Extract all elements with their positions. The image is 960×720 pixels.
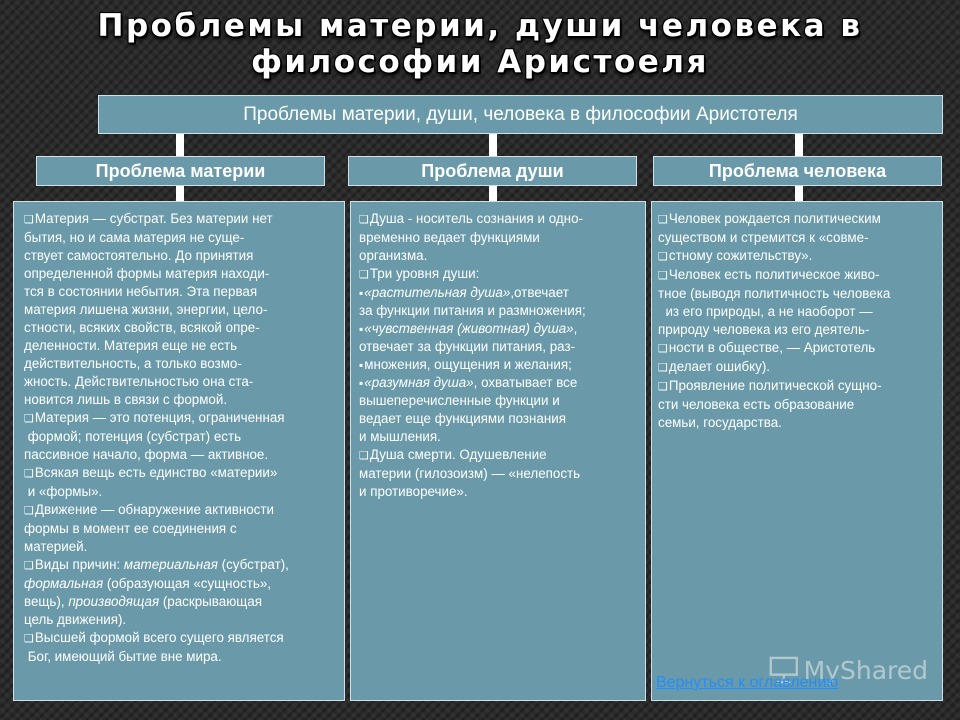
matter-line: новится лишь в связи с формой. bbox=[24, 392, 228, 407]
human-line: природу человека из его деятель- bbox=[658, 322, 870, 337]
matter-line: формы в момент ее соединения с bbox=[24, 521, 237, 536]
header-matter bbox=[36, 156, 325, 186]
connector-human-to-content bbox=[795, 186, 803, 201]
content-human bbox=[651, 201, 943, 701]
slide-title bbox=[0, 8, 960, 80]
connector-main-to-matter bbox=[176, 134, 184, 156]
soul-italic-term: «растительная душа» bbox=[364, 285, 511, 300]
soul-line: ❑ Три уровня души: bbox=[359, 265, 641, 284]
soul-text: , охватывает все bbox=[473, 375, 578, 390]
soul-line: и мышления. bbox=[359, 429, 441, 444]
soul-italic-term: «чувственная (животная) душа» bbox=[364, 321, 574, 336]
matter-line: деленности. Материя еще не есть bbox=[24, 338, 238, 353]
soul-line: ведает еще функциями познания bbox=[359, 411, 566, 426]
matter-line: цель движения). bbox=[24, 612, 127, 627]
matter-italic-term: материальная bbox=[123, 557, 218, 572]
soul-line bbox=[359, 284, 641, 302]
soul-line: отвечает за функции питания, раз- bbox=[359, 339, 576, 354]
connector-main-to-human bbox=[795, 134, 803, 156]
header-matter-label: Проблема материи bbox=[95, 160, 266, 181]
soul-line: материи (гилозоизм) — «нелепость bbox=[359, 466, 581, 481]
matter-italic-term: производящая bbox=[68, 594, 160, 609]
slide-title-line-1: Проблемы материи, души человека в bbox=[97, 8, 863, 44]
matter-line: ❑ Материя — это потенция, ограниченная bbox=[24, 409, 340, 428]
human-line: ❑ стному сожительству». bbox=[658, 247, 938, 266]
human-line: ❑ Человек есть политическое живо- bbox=[658, 266, 938, 285]
human-line: семьи, государства. bbox=[658, 415, 782, 430]
human-line: из его природы, а не наоборот — bbox=[658, 304, 873, 319]
human-line: ❑ делает ошибку). bbox=[658, 358, 938, 377]
matter-line: пассивное начало, форма — активное. bbox=[24, 447, 269, 462]
connector-matter-to-content bbox=[176, 186, 184, 201]
soul-text: , bbox=[573, 321, 578, 336]
human-line: существом и стремится к «совме- bbox=[658, 230, 869, 245]
soul-line: ▪ множения, ощущения и желания; bbox=[359, 356, 641, 374]
main-topic-box bbox=[98, 95, 943, 134]
matter-italic-term: формальная bbox=[24, 576, 104, 591]
header-soul bbox=[348, 156, 637, 186]
matter-line bbox=[24, 593, 340, 611]
main-topic-label: Проблемы материи, души, человека в философии Аристотеля bbox=[243, 103, 798, 125]
soul-line: вышеперечисленные функции и bbox=[359, 393, 560, 408]
soul-text: ,отвечает bbox=[510, 285, 569, 300]
matter-line: Бог, имеющий бытие вне мира. bbox=[24, 649, 222, 664]
header-human bbox=[653, 156, 942, 186]
human-line: ❑ ности в обществе, — Аристотель bbox=[658, 339, 938, 358]
matter-line: определенной формы материя находи- bbox=[24, 266, 270, 281]
matter-text: (раскрывающая bbox=[159, 594, 262, 609]
matter-line: ❑ Материя — субстрат. Без материи нет bbox=[24, 210, 340, 229]
connector-soul-to-content bbox=[489, 186, 497, 201]
soul-line: за функции питания и размножения; bbox=[359, 303, 586, 318]
soul-line bbox=[359, 320, 641, 338]
matter-line: ❑ Движение — обнаружение активности bbox=[24, 501, 340, 520]
matter-line: ❑ Высшей формой всего сущего является bbox=[24, 629, 340, 648]
matter-text: (субстрат), bbox=[217, 557, 289, 572]
matter-line: материей. bbox=[24, 539, 88, 554]
soul-italic-term: «разумная душа» bbox=[364, 375, 474, 390]
header-human-label: Проблема человека bbox=[708, 160, 887, 181]
header-soul-label: Проблема души bbox=[421, 160, 564, 181]
human-line: сти человека есть образование bbox=[658, 397, 855, 412]
soul-line: ❑ Душа смерти. Одушевление bbox=[359, 446, 641, 465]
watermark-text: MyShared bbox=[803, 655, 928, 685]
soul-line: временно ведает функциями bbox=[359, 230, 540, 245]
connector-main-to-soul bbox=[489, 134, 497, 156]
matter-line: тся в состоянии небытия. Эта первая bbox=[24, 284, 258, 299]
matter-line: ❑ Всякая вещь есть единство «материи» bbox=[24, 464, 340, 483]
matter-line: и «формы». bbox=[24, 484, 103, 499]
human-line: ❑ Проявление политической сущно- bbox=[658, 377, 938, 396]
matter-line: действительность, а только возмо- bbox=[24, 356, 242, 371]
content-matter bbox=[13, 201, 345, 701]
matter-line: стности, всяких свойств, всякой опре- bbox=[24, 320, 260, 335]
soul-line bbox=[359, 374, 641, 392]
matter-line: жность. Действительностью она ста- bbox=[24, 374, 254, 389]
matter-line bbox=[24, 556, 340, 575]
matter-line: бытия, но и сама материя не суще- bbox=[24, 230, 245, 245]
matter-line: материя лишена жизни, энергии, цело- bbox=[24, 302, 268, 317]
matter-line: ствует самостоятельно. До принятия bbox=[24, 248, 254, 263]
human-line: тное (выводя политичность человека bbox=[658, 286, 891, 301]
back-to-contents-link[interactable]: Вернуться к оглавлению bbox=[656, 674, 839, 691]
slide-title-line-2: философии Аристоеля bbox=[251, 44, 709, 80]
matter-text: (образующая «сущность», bbox=[103, 576, 271, 591]
soul-line: ❑ Душа - носитель сознания и одно- bbox=[359, 210, 641, 229]
content-soul bbox=[350, 201, 646, 701]
matter-text: вещь), bbox=[24, 594, 69, 609]
soul-line: организма. bbox=[359, 248, 428, 263]
human-line: ❑ Человек рождается политическим bbox=[658, 210, 938, 229]
matter-line bbox=[24, 575, 340, 593]
matter-text: Виды причин: bbox=[34, 557, 124, 572]
matter-line: формой; потенция (субстрат) есть bbox=[24, 429, 242, 444]
soul-line: и противоречие». bbox=[359, 484, 468, 499]
